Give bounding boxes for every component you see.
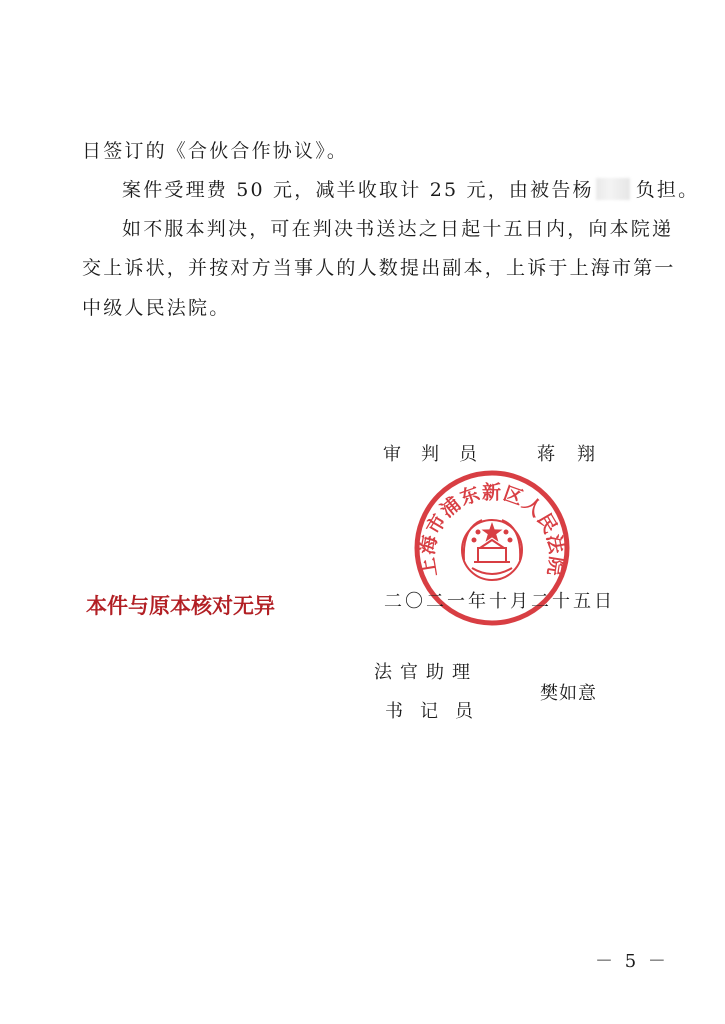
body-line-4: 交上诉状，并按对方当事人的人数提出副本，上诉于上海市第一 [82,257,676,279]
body-line-3: 如不服本判决，可在判决书送达之日起十五日内，向本院递 [122,218,674,240]
judgment-date: 二〇二一年十月二十五日 [384,591,615,612]
body-line-2-end: 负担。 [635,179,700,201]
seal-text: 上海市浦东新区人民法院 [416,481,568,579]
page-number: － 5 － [595,951,669,972]
redaction-block [596,178,630,200]
assistant-title: 法官助理 [374,662,478,683]
body-line-1: 日签订的《合伙合作协议》。 [82,140,349,162]
verification-stamp: 本件与原本核对无异 [86,594,275,618]
clerk-title: 书记员 [385,701,490,722]
body-line-2-text: 案件受理费 50 元，减半收取计 25 元，由被告杨 [122,179,594,201]
judge-name: 蒋翔 [537,444,617,465]
body-line-5: 中级人民法院。 [82,297,231,319]
body-line-2 [122,178,699,202]
judge-title: 审判员 [383,444,497,465]
assistant-name: 樊如意 [540,683,597,704]
